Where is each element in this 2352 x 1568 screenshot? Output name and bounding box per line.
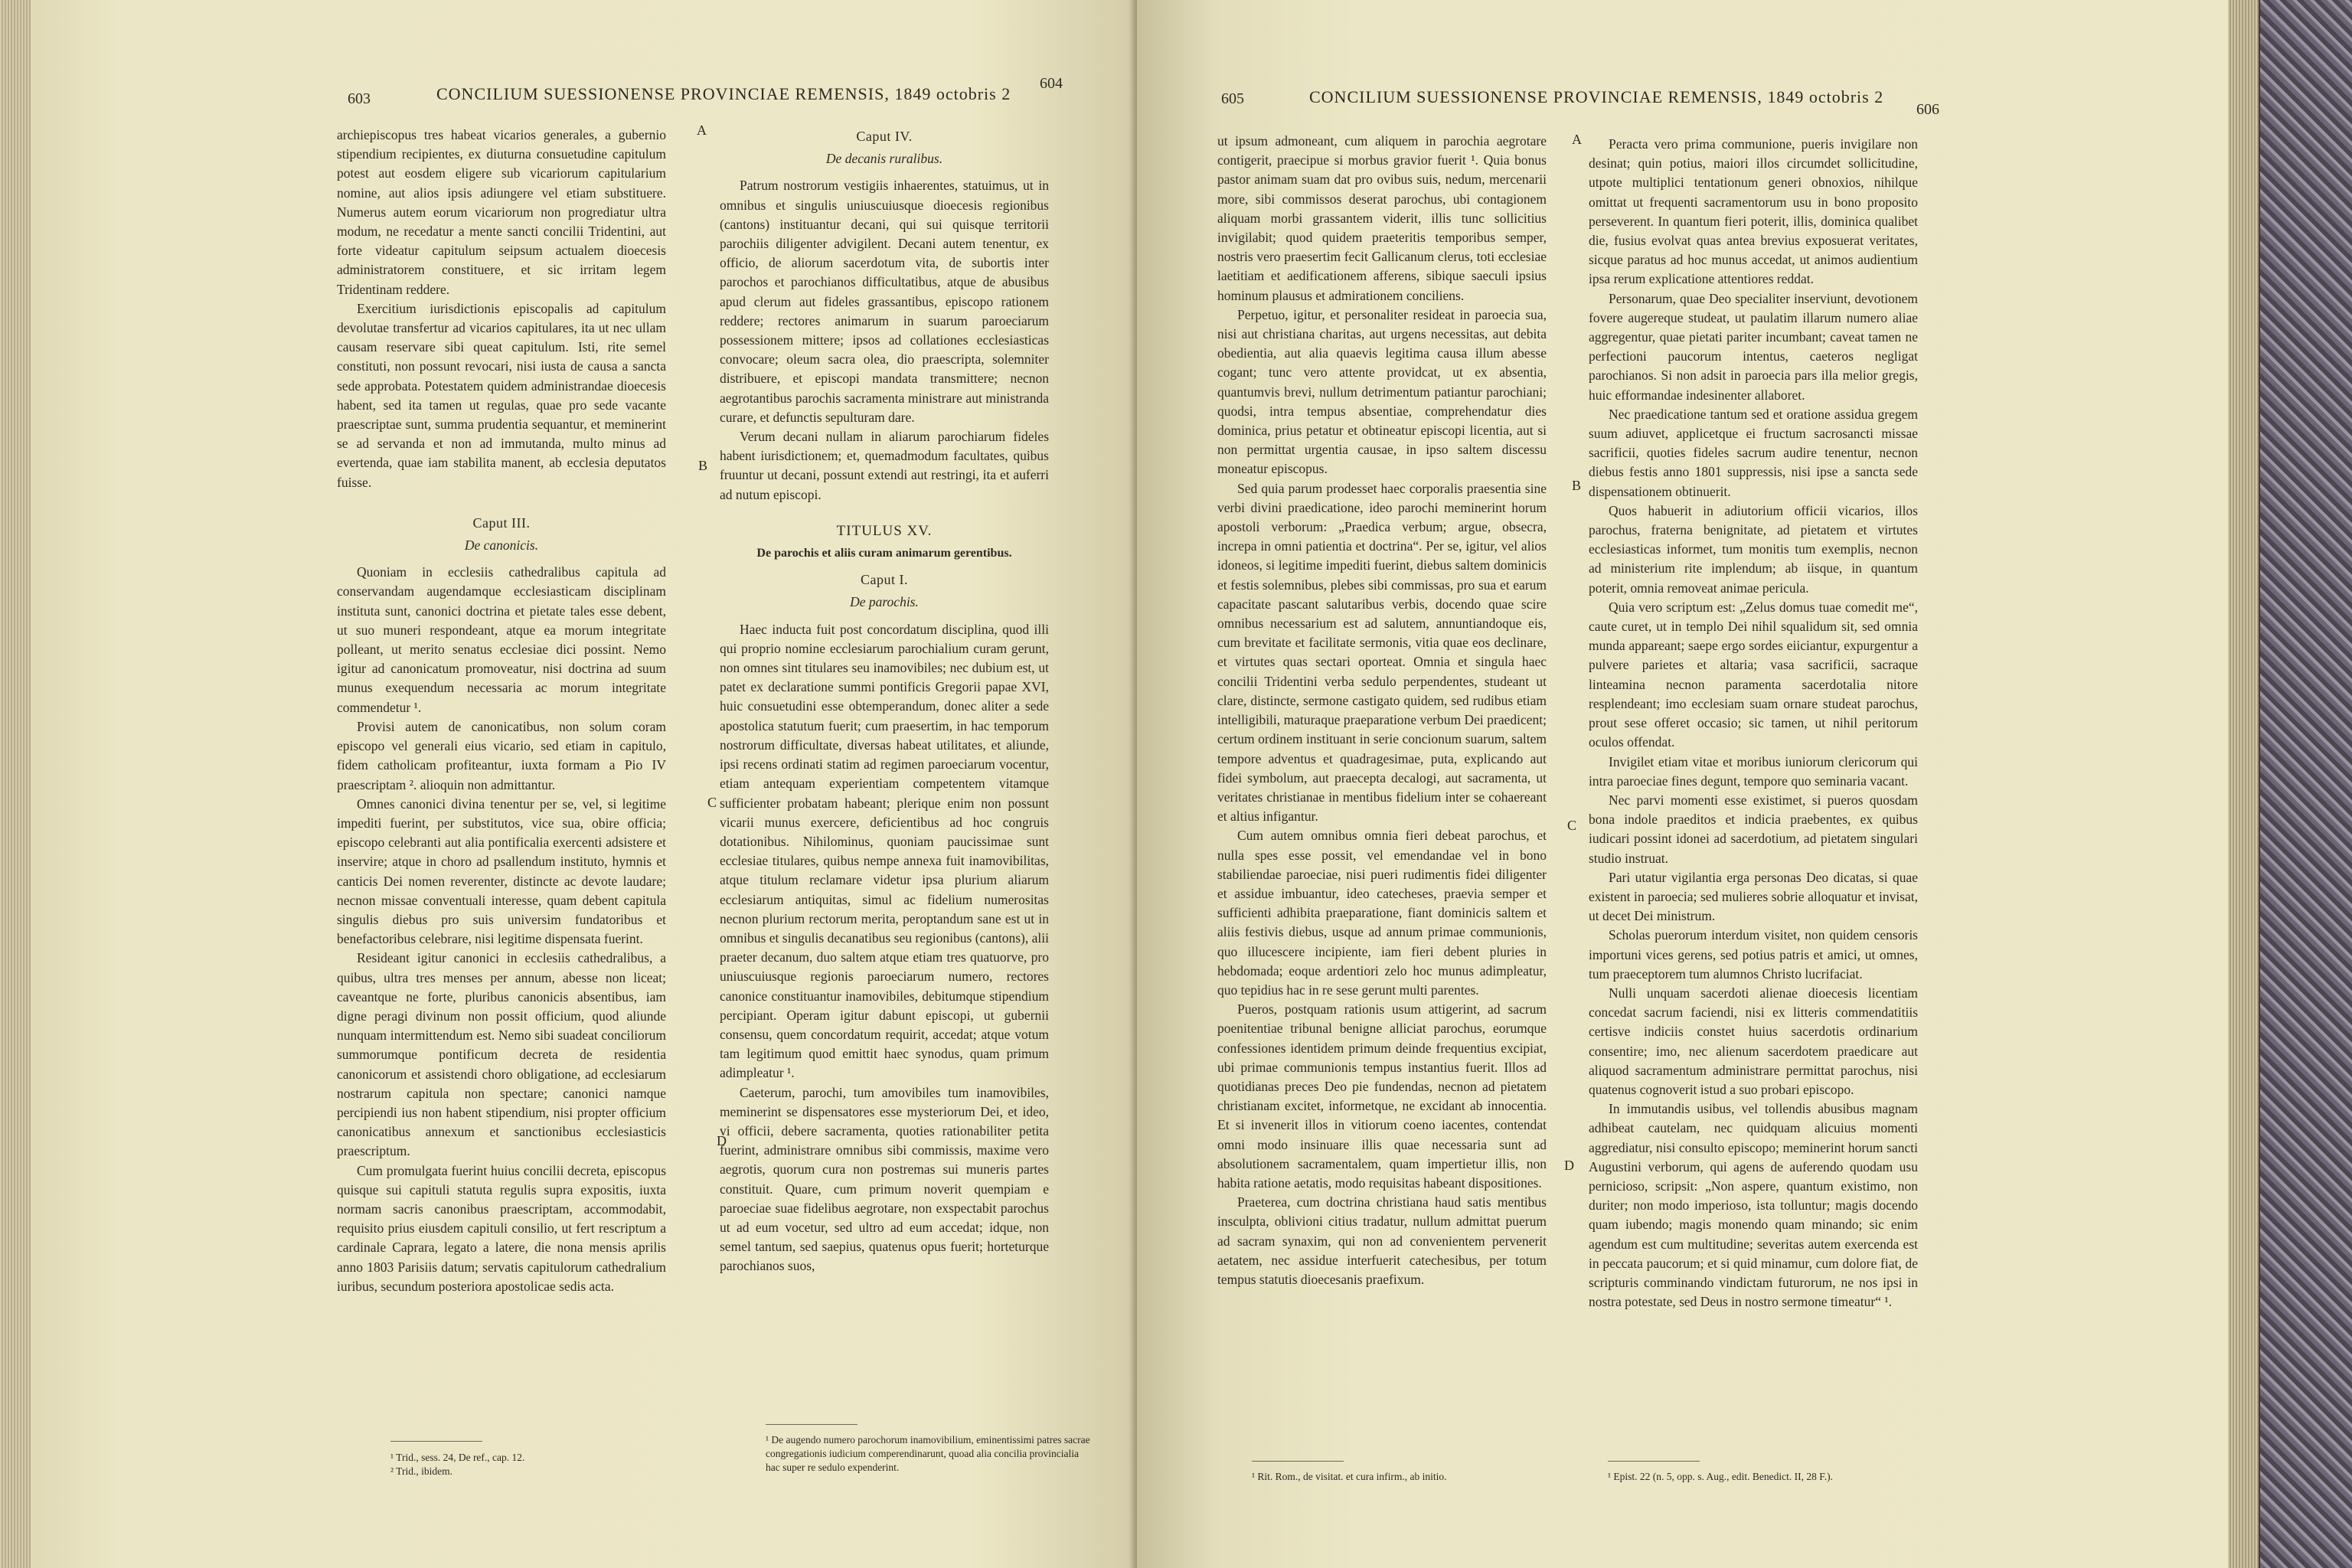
paragraph: archiepiscopus tres habeat vicarios generales, a gubernio stipendium recipientes, ex diuturna consuetudine capitulum potest aut eosdem eligere sub vicariorum capitularium nomine, aut alios ipsis adiungere vel etiam substituere. Numerus autem eorum vicariorum non progrediatur ultra modum, ne recedatur a mente sancti concilii Tridentini, aut forte videatur capitulum seipsum actualem dioecesis administratorem constituere, et sic irritam legem Tridentinam reddere. (337, 127, 666, 297)
footnote: ¹ Epist. 22 (n. 5, opp. s. Aug., edit. Benedict. II, 28 F.). (1608, 1471, 1833, 1482)
paragraph: Nulli unquam sacerdoti alienae dioecesis licentiam concedat sacrum faciendi, nisi ex litteris commendatitiis certisve indiciis constet huius sacerdotis ordinarium consentire; imo, nec alienum sacerdotem praedicare aut aliquod sacramentum administrare permittat parochus, nisi quatenus cognoverit istud a suo probari episcopo. (1589, 985, 1918, 1097)
paragraph: Haec inducta fuit post concordatum disciplina, quod illi qui proprio nomine ecclesiarum parochialium curam gerunt, non omnes sint titulares seu inamovibiles; nec dubium est, ut patet ex declaratione summi pontificis Gregorii papae XVI, huic consuetudini esse obtemperandum, donec aliter a sede apostolica statutum fuerit; cum praesertim, in hac temporum nostrorum difficultate, diversas habeat utilitates, et aliunde, ipsi recens ordinati statim ad regimen paroeciarum vocentur, etiam antequam experientiam competentem vitamque sufficienter probatam habeant; plerique enim non possunt vicarii munus exercere, deficientibus ad hoc congruis dotationibus. Nihilominus, quoniam paucissimae sunt ecclesiae titulares, quibus nempe annexa fuit inamovibilitas, atque titulum reclamare videtur ipsa plurium aliarum ecclesiarum antiquitas, simul ac fidelium numerositas necnon plurium rectorum merita, peroptandum sane est ut in omnibus et singulis decanatibus seu regionibus (cantons), alii praeter decanum, duo saltem atque etiam tres quatuorve, pro uniuscuiusque regionis paroeciarum numero, rectores canonice constituantur inamovibiles, debitumque stipendium percipiant. Operam igitur dabunt episcopi, ut gubernii consensu, quem concordatum requirit, accedat; atque votum tam legitimum quod emittit haec synodus, quam primum adimpleatur ¹. (720, 621, 1049, 1081)
running-header-right: CONCILIUM SUESSIONENSE PROVINCIAE REMENSIS, 1849 octobris 2 (1309, 87, 1884, 106)
left-footnotes-1 (390, 1451, 720, 1478)
paragraph: Personarum, quae Deo specialiter inserviunt, devotionem fovere augereque studeat, ut paulatim illarum numero aliae aggregentur, quae pietati pariter incumbant; caveat tamen ne perfectioni paucorum intentus, caeteros negligat parochianos. Si non adsit in paroecia pars illa melior gregis, huic efformandae indesinenter allaboret. (1589, 290, 1918, 403)
footnote: ² Trid., ibidem. (390, 1465, 452, 1477)
paragraph: Cum promulgata fuerint huius concilii decreta, episcopus quisque sui capituli statuta regulis supra expositis, iuxta normam sacris canonibus praescriptam, accommodabit, requisito prius eiusdem capituli consilio, ut fert rescriptum a cardinale Caprara, legato a latere, die nona mensis aprilis anno 1803 Parisiis datum; servatis capitulorum cathedralium iuribus, secundum posteriora apostolicae sedis acta. (337, 1162, 666, 1294)
left-column-2 (720, 122, 1049, 1276)
margin-marker-b: B (1572, 478, 1582, 493)
paragraph: Pari utatur vigilantia erga personas Deo dicatas, si quae existent in paroecia; sed mulieres sobrie alloquatur et invisat, ut decet Dei ministrum. (1589, 869, 1918, 924)
margin-marker-a: A (697, 122, 707, 138)
paragraph: In immutandis usibus, vel tollendis abusibus magnam adhibeat cautelam, nec quidquam alicuius momenti aggrediatur, nisi consulto episcopo; meminerint horum sancti Augustini verborum, qui agens de auferendo quodam usu pernicioso, scripsit: „Non aspere, quantum existimo, non duriter; non modo imperioso, ista tolluntur; magis docendo quam iubendo; magis monendo quam minando; sic enim agendum est cum multitudine; severitas autem exercenda est in peccata paucorum; et si quid minamur, cum dolore fiat, de scripturis comminando vindictam futurorum, ne nos ipsi in nostra potestate, sed Deus in nostro sermone timeatur“ ¹. (1589, 1101, 1918, 1310)
footnote-rule (1608, 1461, 1700, 1462)
paragraph: Cum autem omnibus omnia fieri debeat parochus, et nulla spes esse possit, vel emendandae vel in bono stabiliendae paroeciae, nisi pueri rudimentis fidei diligenter et assidue imbuantur, ideo catecheses, praevia semper et sufficienti adhibita praeparatione, fiant dominicis saltem et aliis festivis diebus, usque ad annum primae communionis, quo illucescere incipiente, iam fieri debent pluries in hebdomada; eoque ardentiori zelo hoc munus adimpleatur, quo tepidius hac in re sese gerunt multi parentes. (1217, 828, 1547, 998)
titulus-heading: TITULUS XV. (836, 522, 933, 539)
paragraph: Perpetuo, igitur, et personaliter resideat in paroecia sua, nisi aut christiana charitas, aut urgens necessitas, aut debita obedientia, aut alia quaevis legitima causa illum abesse cogant; tunc vero attente providcat, ut ex absentia, quantumvis brevi, nullum detrimentum patiantur parochiani; quodsi, intra tempus absentiae, comprehendatur dies dominica, prius petatur et obtineatur episcopi licentia, aut si non permittat urgentia causae, in ipso saltem discessu moneatur episcopus. (1217, 306, 1547, 477)
paragraph: Quia vero scriptum est: „Zelus domus tuae comedit me“, caute curet, ut in templo Dei nihil squalidum sit, sed omnia munda appareant; saepe ergo sordes eiiciantur, expurgentur a pulvere parietes et altaria; vasa sacrificii, sacraque linteamina necnon paramenta sacerdotalia nitore resplendeant; imo ecclesiam suam ornare studeat parochus, prout sese offeret occasio; sic tamen, ut nihil peritorum oculos offendat. (1589, 599, 1918, 750)
right-page (1137, 0, 2228, 1568)
running-header-left: CONCILIUM SUESSIONENSE PROVINCIAE REMENSIS, 1849 octobris 2 (436, 84, 1011, 103)
footnote: ¹ Trid., sess. 24, De ref., cap. 12. (390, 1452, 525, 1463)
paragraph: Peracta vero prima communione, pueris invigilare non desinat; quin potius, maiori illos circumdet sollicitudine, utpote multiplici tentationum generi obnoxios, nihilque omittat ut frequenti sacramentorum usu in bono proposito perseverent. In quantum fieri poterit, illis, dominica qualibet die, fusius evolvat quas antea brevius exposuerat veritates, sicque paratus ad hoc munus accedat, ut animos audientium ipsa rerum explicatione attentiores reddat. (1589, 136, 1918, 287)
background-textile (2260, 0, 2352, 1568)
caput-subheading: De parochis. (850, 594, 919, 610)
footnote: ¹ Rit. Rom., de visitat. et cura infirm., ab initio. (1252, 1471, 1447, 1482)
page-number-603: 603 (348, 90, 371, 107)
left-footnotes-2 (766, 1433, 1095, 1475)
paragraph: Quos habuerit in adiutorium officii vicarios, illos parochus, fraterna benignitate, ad pietatem et virtutes ecclesiasticas informet, tum monitis tum exemplis, necnon ad ministerium rite implendum; ab iisque, in quantum poterit, omnia removeat animae pericula. (1589, 502, 1918, 596)
paragraph: Nec praedicatione tantum sed et oratione assidua gregem suum adiuvet, applicetque ei fructum sacrosancti missae sacrificii, quoties fideles sacrum audire tenentur, necnon diebus festis anno 1801 suppressis, nisi ipse a sancta sede dispensationem obtinuerit. (1589, 406, 1918, 499)
left-page-edges (0, 0, 31, 1568)
paragraph: Patrum nostrorum vestigiis inhaerentes, statuimus, ut in omnibus et singulis uniuscuiusque dioecesis regionibus (cantons) instituantur decani, qui sui quisque territorii parochiis diligenter advigilent. Decani autem tenentur, ex officio, de aliorum sacerdotum vita, de subortis inter parochos et parochianos difficultatibus, atque de abusibus apud clerum aut fideles grassantibus, episcopo rationem reddere; rectores animarum in suarum paroeciarum possessionem mittere; ipsos ad collationes ecclesiasticas convocare; oleum sacra olea, dio praescripta, solemniter distribuere, et episcopi mandata transmittere; necnon aegrotantibus parochis sacramenta ministrare aut ministranda curare, et defunctis sepulturam dare. (720, 178, 1049, 425)
left-page (31, 0, 1137, 1568)
right-column-2 (1589, 135, 1918, 1312)
paragraph: Provisi autem de canonicatibus, non solum coram episcopo vel generali eius vicario, sed etiam in capitulo, fidem catholicam profiteantur, iuxta formam a Pio IV praescriptam ². alioquin non admittantur. (337, 718, 666, 792)
left-column-1 (337, 126, 666, 1296)
margin-marker-d: D (1564, 1158, 1574, 1173)
right-page-edges (2228, 0, 2259, 1568)
margin-marker-c: C (1567, 818, 1577, 833)
paragraph: Invigilet etiam vitae et moribus iuniorum clericorum qui intra paroeciae fines degunt, tempore quo seminaria vacant. (1589, 753, 1918, 789)
caput-heading: Caput III. (472, 514, 531, 531)
paragraph: ut ipsum admoneant, cum aliquem in parochia aegrotare contigerit, praecipue si morbus gravior fuerit ¹. Quia bonus pastor animam suam dat pro ovibus suis, nedum, mercenarii more, sibi commissos deserat parochus, ubi contagionem aliquam morbi grassantem viderit, illis tunc sollicitius invigilabit; quod quidem praeteritis temporibus semper, nostris vero praesertim fecit Gallicanum clerus, toti ecclesiae laetitiam et aedificationem afferens, sibique saeculi ipsius hominum plausus et admirationem conciliens. (1217, 133, 1547, 303)
titulus-subheading: De parochis et aliis curam animarum gerentibus. (756, 547, 1012, 560)
footnote-rule (1252, 1461, 1344, 1462)
caput-heading: Caput I. (861, 572, 908, 588)
footnote: ¹ De augendo numero parochorum inamovibilium, eminentissimi patres sacrae congregationis iudicium comperendinarunt, quoad alia concilia provincialia hac super re sedulo expenderint. (766, 1434, 1090, 1473)
margin-marker-d: D (717, 1133, 727, 1148)
right-column-1 (1217, 132, 1547, 1289)
paragraph: Omnes canonici divina tenentur per se, vel, si legitime impediti fuerint, per substitutos, vice sua, obire officia; episcopo celebranti aut alia pontificalia exercenti adsistere et inservire; atque in choro ad psallendum instituto, hymnis et canticis Dei nomen reverenter, distincte ac devote laudare; necnon missae conventuali interesse, quam debent capitula singulis diebus pro suis universim fundatoribus et benefactoribus celebrare, nisi legitime dispensata fuerint. (337, 795, 666, 947)
page-number-605: 605 (1221, 90, 1244, 107)
paragraph: Verum decani nullam in aliarum parochiarum fideles habent iurisdictionem; et, quemadmodum facultates, quibus fruuntur ut decani, possunt extendi aut restringi, ita et auferri ad nutum episcopi. (720, 429, 1049, 502)
paragraph: Resideant igitur canonici in ecclesiis cathedralibus, a quibus, ultra tres menses per annum, abesse non liceat; caveantque ne forte, pluribus canonicis absentibus, iam digne peragi divinum non possit officium, quod aliunde nunquam intermittendum est. Nemo sibi suadeat conciliorum summorumque pontificum decreta de residentia canonicorum et assistendi choro obligatione, ad ecclesiarum nostrarum capitula non spectare; canonici namque percipiendi ius non habent stipendium, nisi propter officium canonicatibus annexum et sanctionibus ecclesiasticis praescriptum. (337, 950, 666, 1159)
paragraph: Caeterum, parochi, tum amovibiles tum inamovibiles, meminerint se dispensatores esse mysteriorum Dei, et ideo, vi officii, debere sacramenta, quoties rationabiliter petita fuerint, administrare omnibus sibi commissis, maxime vero aegrotis, quorum cura non postremas sui muneris partes constituit. Quare, cum primum noverit quempiam e paroeciae suae fidelibus aegrotare, non exspectabit parochus ut ad eum vocetur, sed ultro ad eum accedat; idque, non semel tantum, sed saepius, quatenus opus fuerit; horteturque parochianos suos, (720, 1084, 1049, 1274)
paragraph: Exercitium iurisdictionis episcopalis ad capitulum devolutae transfertur ad vicarios capitulares, ita ut nec ullam causam reservare sibi queat capitulum. Isti, rite semel constituti, non possunt revocari, nisi iusta de causa a sancta sede approbata. Potestatem quidem administrandae dioecesis habent, sed ita tamen ut regulas, quae pro sede vacante praescriptae sunt, summa prudentia sequantur, et meminerint se ad servanda et non ad immutanda, multo minus ad evertenda, quae iam stabilita manent, ab ecclesia deputatos fuisse. (337, 300, 666, 490)
margin-marker-a: A (1572, 132, 1582, 147)
paragraph: Nec parvi momenti esse existimet, si pueros quosdam bona indole praeditos et indicia praebentes, ex quibus iudicari possint idonei ad sacerdotium, ad pietatem singulari studio instruat. (1589, 792, 1918, 866)
right-footnotes-2 (1608, 1470, 1937, 1484)
paragraph: Scholas puerorum interdum visitet, non quidem censoris importuni vices gerens, sed potius patris et amici, ut omnes, tum praeceptorem tum alumnos Christo lucrifaciat. (1589, 927, 1918, 982)
margin-marker-b: B (698, 458, 708, 473)
paragraph: Sed quia parum prodesset haec corporalis praesentia sine verbi divini praedicatione, ideo parochi meminerint horum apostoli verborum: „Praedica verbum; argue, obsecra, increpa in omni patientia et doctrina“. Per se, igitur, vel alios idoneos, si legitime impediti fuerint, diebus saltem dominicis et festis solemnibus, plebes sibi commissas, pro sua et earum capacitate pascant salutaribus verbis, docendo quae scire omnibus necessarium est ad salutem, annuntiandoque eis, cum brevitate et facilitate sermonis, vitia quae eos declinare, et virtutes quas sectari oporteat. Omnia et singula haec concilii Tridentini verba sedulo perpendentes, studeant ut clare, distincte, sermone castigato quidem, sed rudibus etiam intelligibili, maturaque praeparatione verbum Dei praedicent; certum ordinem instituant in serie concionum suarum, saltem tempore adventus et quadragesimae, puta, explicando aut fidei symbolum, aut praecepta decalogi, aut sacramenta, ut veritates christianae in mentibus fidelium inter se cohaereant et altius infigantur. (1217, 480, 1547, 825)
page-number-606: 606 (1916, 101, 1939, 118)
paragraph: Pueros, postquam rationis usum attigerint, ad sacrum poenitentiae tribunal benigne alliciat parochus, eorumque confessiones identidem primum deinde frequentius excipiat, ubi primae communionis tempus instantius fuerit. Illos ad quotidianas preces Deo pie fundendas, necnon ad pietatem christianam excitet, informetque, ne excidant ab innocentia. Et si invenerit illos in vitiorum coeno iacentes, contendat omni modo insinuare illis quae necessaria sunt ad absolutionem sacramentalem, quam impertietur illis, non habita ratione aetatis, modo requisitas habeant dispositiones. (1217, 1001, 1547, 1191)
page-number-604: 604 (1040, 75, 1063, 92)
caput-subheading: De decanis ruralibus. (825, 151, 943, 167)
caput-heading: Caput IV. (856, 129, 913, 144)
caput-subheading: De canonicis. (464, 537, 539, 554)
footnote-rule (390, 1441, 482, 1442)
margin-marker-c: C (707, 795, 717, 810)
paragraph: Praeterea, cum doctrina christiana haud satis mentibus insculpta, oblivioni citius tradatur, nullum admittat puerum ad sacram synaxim, qui non ad convenientem pervenerit aetatem, nec assidue interfuerit catechesibus, per totum tempus statutis dioecesanis praefixum. (1217, 1194, 1547, 1287)
footnote-rule (766, 1424, 858, 1425)
paragraph: Quoniam in ecclesiis cathedralibus capitula ad conservandam augendamque ecclesiasticam disciplinam instituta sunt, canonici doctrina et pietate tales esse debent, ut suo muneri respondeant, atque ea morum integritate polleant, ut merito senatus ecclesiae dici possint. Nemo igitur ad canonicatum promoveatur, nisi doctrina ad suum munus exequendum necessaria ac morum integritate commendetur ¹. (337, 564, 666, 715)
right-footnotes-1 (1252, 1470, 1581, 1484)
